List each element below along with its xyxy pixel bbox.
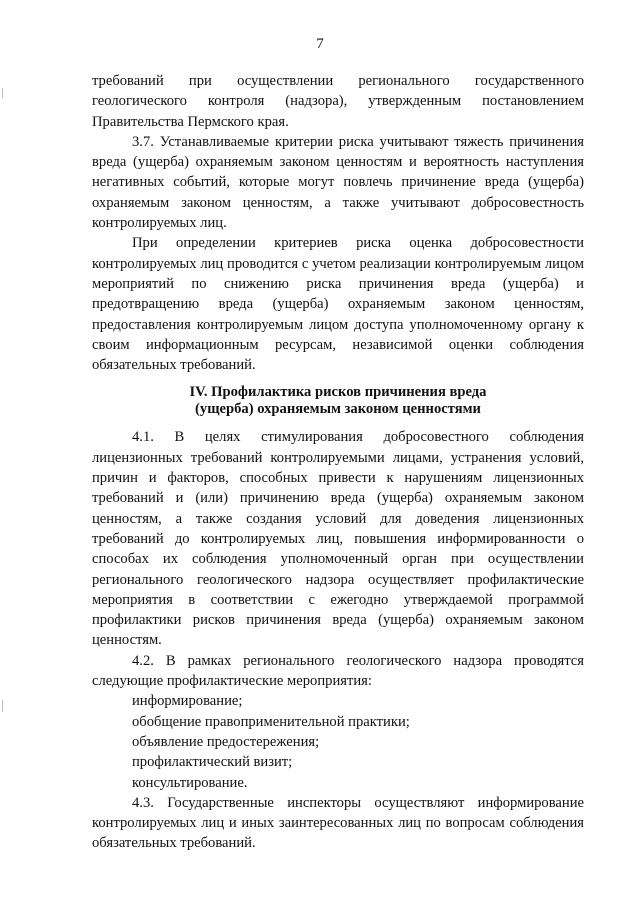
paragraph-4-1: 4.1. В целях стимулирования добросовестного соблюдения лицензионных требований контролируемыми лицами, устранения условий, причин и факторов, способных привести к нарушениям лицензионных требований и (или) причинению вреда (ущерба) охраняемым законом ценностям, а также создания условий для доведения лицензионных требований до контролируемых лиц, повышения информированности о способах их соблюдения уполномоченный орган при осуществлении регионального геологического надзора осуществляет профилактические мероприятия в соответствии с ежегодно утверждаемой программой профилактики рисков причинения вреда (ущерба) охраняемым законом ценностям. (92, 429, 584, 649)
paragraph-4-2: 4.2. В рамках регионального геологического надзора проводятся следующие профилактические мероприятия: (92, 652, 584, 690)
section-heading-line-1: IV. Профилактика рисков причинения вреда (189, 384, 487, 401)
scan-edge-mark-top (2, 88, 3, 98)
section-heading (92, 384, 584, 418)
scan-edge-mark-bottom (2, 700, 3, 712)
paragraph-continuation: требований при осуществлении регионального государственного геологического контроля (надзора), утвержденным постановлением Правительства Пермского края. (92, 73, 584, 130)
document-body (92, 71, 584, 854)
paragraph-4-3: 4.3. Государственные инспекторы осуществляют информирование контролируемых лиц и иных заинтересованных лиц по вопросам соблюдения обязательных требований. (92, 794, 584, 852)
list-item: профилактический визит; (132, 754, 293, 771)
section-heading-line-2: (ущерба) охраняемым законом ценностями (195, 401, 481, 418)
prevention-measures-list (92, 691, 584, 792)
paragraph-3-7: 3.7. Устанавливаемые критерии риска учитывают тяжесть причинения вреда (ущерба) охраняемым законом ценностям и вероятность наступления негативных событий, которые могут повлечь причинение вреда (ущерба) охраняемым законом ценностям, а также учитывают добросовестность контролируемых лиц. (92, 133, 584, 232)
list-item: обобщение правоприменительной практики; (132, 713, 410, 730)
list-item: информирование; (132, 693, 243, 710)
page-number: 7 (316, 36, 324, 52)
list-item: консультирование. (132, 774, 248, 791)
paragraph-risk-criteria: При определении критериев риска оценка добросовестности контролируемых лиц проводится с учетом реализации контролируемым лицом мероприятий по снижению риска причинения вреда (ущерба) и предотвращению вреда (ущерба) охраняемым законом ценностям, предоставления контролируемым лицом доступа уполномоченному органу к своим информационным ресурсам, независимой оценки соблюдения обязательных требований. (92, 235, 584, 374)
list-item: объявление предостережения; (132, 733, 320, 750)
